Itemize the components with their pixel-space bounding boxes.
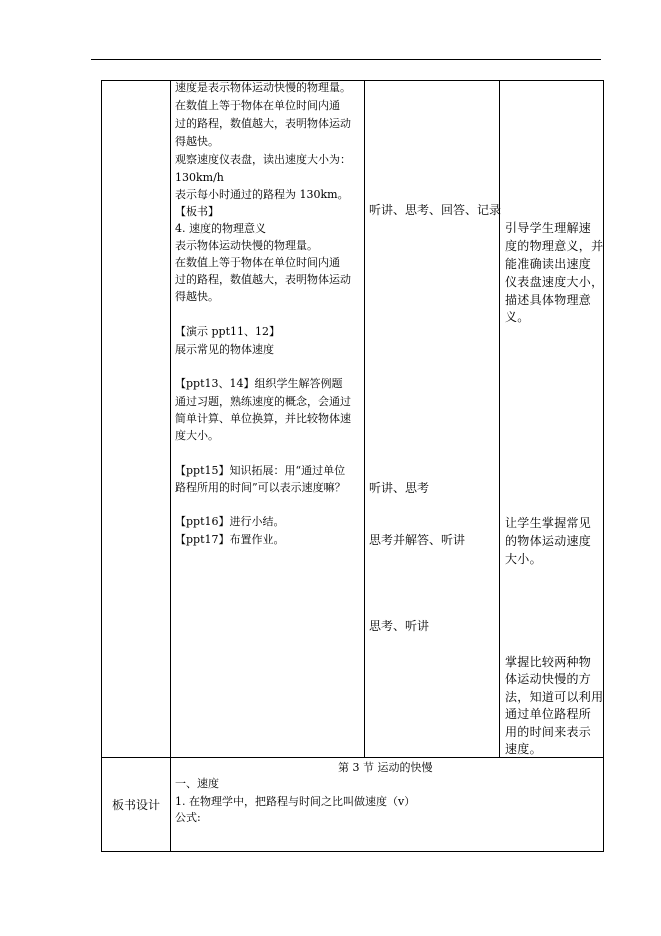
col3-line: 速度。: [505, 742, 542, 756]
student-activity-4: 思考、听讲: [369, 619, 430, 633]
col1-line: 速度是表示物体运动快慢的物理量。: [175, 81, 351, 94]
col3-line: 能准确读出速度: [505, 257, 592, 271]
col1-line: 得越快。: [175, 290, 219, 303]
col3-line: 用的时间来表示: [505, 725, 592, 739]
col1-line: 观察速度仪表盘，读出速度大小为：: [175, 153, 351, 166]
col3-line: 义。: [505, 310, 530, 324]
col1-line: 4. 速度的物理意义: [175, 222, 266, 235]
student-activity-3: 思考并解答、听讲: [369, 533, 466, 547]
col3-line: 的物体运动速度: [505, 534, 592, 548]
col1-line: 【演示 ppt11、12】: [175, 325, 280, 338]
col3-line: 描述具体物理意: [505, 293, 592, 307]
col3-line: 大小。: [505, 552, 542, 566]
col1-line: 简单计算、单位换算，并比较物体速: [175, 412, 351, 425]
col1-line: 【板书】: [175, 205, 219, 218]
col1-line: 过的路程，数值越大，表明物体运动: [175, 117, 351, 130]
table-divider-2: [364, 80, 365, 757]
table-divider-3: [499, 80, 500, 757]
col1-line: 表示物体运动快慢的物理量。: [175, 239, 318, 252]
col1-line: 【ppt17】布置作业。: [175, 533, 285, 546]
col1-line: 在数值上等于物体在单位时间内通: [175, 99, 340, 112]
board-line-2: 1. 在物理学中，把路程与时间之比叫做速度（v）: [175, 795, 416, 808]
col1-line: 在数值上等于物体在单位时间内通: [175, 256, 340, 269]
header-rule: [91, 59, 601, 60]
col1-line: 路程所用的时间”可以表示速度嘛？: [175, 481, 346, 494]
col3-line: 引导学生理解速: [505, 221, 592, 235]
col1-line: 【ppt15】知识拓展：用“通过单位: [175, 464, 346, 477]
table-divider-1: [170, 80, 171, 852]
col1-line: 展示常见的物体速度: [175, 343, 274, 356]
col1-line: 表示每小时通过的路程为 130km。: [175, 188, 349, 201]
col3-line: 体运动快慢的方: [505, 672, 592, 686]
col3-line: 让学生掌握常见: [505, 516, 592, 530]
col1-line: 130km/h: [175, 171, 224, 184]
col3-line: 度的物理意义，并: [505, 239, 604, 253]
col1-line: 度大小。: [175, 429, 219, 442]
col1-line: 得越快。: [175, 135, 219, 148]
col1-line: 【ppt13、14】组织学生解答例题: [175, 377, 343, 390]
student-activity-2: 听讲、思考: [369, 481, 430, 495]
col3-line: 通过单位路程所: [505, 707, 592, 721]
col1-line: 过的路程，数值越大，表明物体运动: [175, 273, 351, 286]
board-title: 第 3 节 运动的快慢: [338, 761, 433, 774]
col3-line: 仪表盘速度大小，: [505, 275, 604, 289]
board-line-3: 公式:: [175, 811, 201, 824]
col1-line: 通过习题，熟练速度的概念，会通过: [175, 395, 351, 408]
board-line-1: 一、速度: [175, 777, 219, 790]
student-activity-1: 听讲、思考、回答、记录: [369, 203, 502, 217]
col3-line: 法，知道可以利用: [505, 690, 604, 704]
board-design-label: 板书设计: [112, 798, 161, 812]
col1-line: 【ppt16】进行小结。: [175, 515, 285, 528]
col3-line: 掌握比较两种物: [505, 655, 592, 669]
